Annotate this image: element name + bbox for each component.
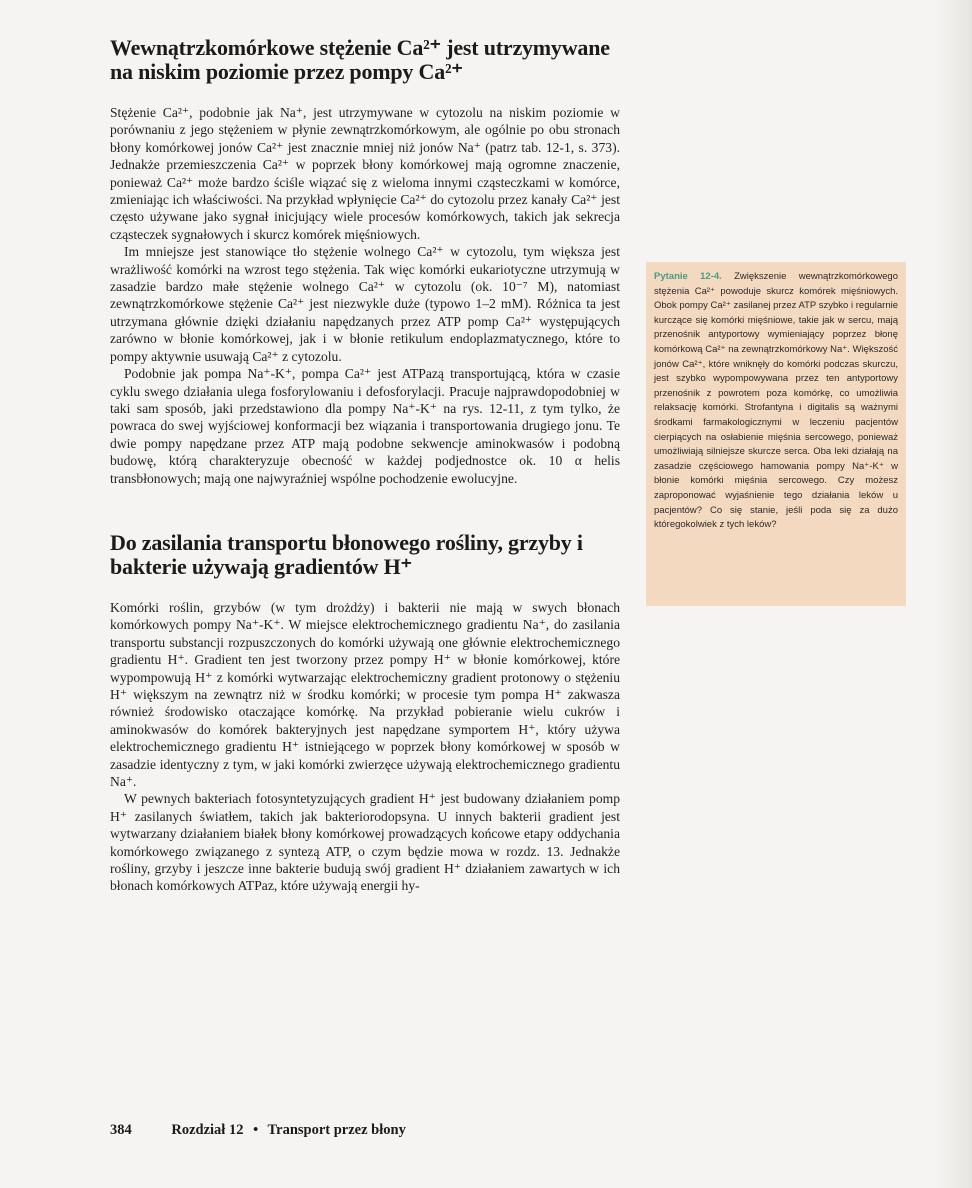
section-calcium-pumps <box>110 36 620 487</box>
page-number: 384 <box>110 1122 132 1138</box>
section2-paragraph-2: W pewnych bakteriach fotosyntetyzujących gradient H⁺ jest budowany działaniem pomp H⁺ zasilanych światłem, takich jak bakteriorodopsyna. U innych bakterii gradient jest wytwarzany działaniem białek błony komórkowej prowadzących końcowe etapy oddychania komórkowego związanego z syntezą ATP, o czym będzie mowa w rozdz. 13. Jednakże rośliny, grzyby i jeszcze inne bakterie budują swój gradient H⁺ działaniem zawartych w ich błonach komórkowych ATPaz, które używają energii hy- <box>110 791 620 894</box>
section-proton-gradients <box>110 531 620 895</box>
page-footer <box>110 1122 630 1139</box>
main-column <box>110 36 620 895</box>
section2-paragraph-1: Komórki roślin, grzybów (w tym drożdży) i bakterii nie mają w swych błonach komórkowych pompy Na⁺-K⁺. W miejsce elektrochemicznego gradientu Na⁺, do zasilania transportu substancji rozpuszczonych do komórki używają one głównie elektrochemicznego gradientu H⁺. Gradient ten jest tworzony przez pompy H⁺ w błonie komórkowej, które wypompowują H⁺ z komórki wytwarzając elektrochemiczny gradient protonowy o stężeniu H⁺ większym na zewnątrz niż w środku komórki; w procesie tym pompa H⁺ zakwasza również środowisko otaczające komórkę. Na przykład pobieranie wielu cukrów i aminokwasów do komórek bakteryjnych jest napędzane symportem H⁺, który używa elektrochemicznego gradientu H⁺ istniejącego w poprzek błony komórkowej w sposób w zasadzie identyczny z tym, w jaki komórki zwierzęce używają elektrochemicznego gradientu Na⁺. <box>110 599 620 789</box>
section2-heading: Do zasilania transportu błonowego rośliny, grzyby i bakterie używają gradientów H⁺ <box>110 529 583 579</box>
footer-separator: • <box>253 1122 259 1138</box>
question-text: Zwiększenie wewnątrzkomórkowego stężenia Ca²⁺ powoduje skurcz komórek mięśniowych. Obok pompy Ca²⁺ zasilanej przez ATP szybko i regularnie kurczące się komórki mięśniowe, takie jak w sercu, mają przenośnik antyportowy wymieniający poprzez błonę komórkową Ca²⁺ na zewnątrzkomórkowy Na⁺. Większość jonów Ca²⁺, które wniknęły do komórki podczas skurczu, jest szybko wypompowywana przez ten antyportowy przenośnik z powrotem poza komórkę, co umożliwia relaksację komórki. Strofantyna i digitalis są ważnymi środkami farmakologicznymi w leczeniu pacjentów cierpiących na osłabienie mięśnia sercowego, ponieważ umożliwiają silniejsze skurcze serca. Oba leki działają na zasadzie częściowego hamowania pompy Na⁺-K⁺ w błonie komórki mięśnia sercowego. Czy możesz zaproponować wyjaśnienie tego działania leków u pacjentów? Co się stanie, jeśli poda się za dużo któregokolwiek z tych leków? <box>654 271 898 531</box>
section1-heading: Wewnątrzkomórkowe stężenie Ca²⁺ jest utrzymywane na niskim poziomie przez pompy Ca²⁺ <box>110 35 610 84</box>
chapter-title: Transport przez błony <box>267 1122 406 1138</box>
section1-paragraph-1: Stężenie Ca²⁺, podobnie jak Na⁺, jest utrzymywane w cytozolu na niskim poziomie w porównaniu z jego stężeniem w płynie zewnątrzkomórkowym, ale ogólnie po obu stronach błony komórkowej jonów Ca²⁺ jest znacznie mniej niż jonów Na⁺ (patrz tab. 12-1, s. 373). Jednakże przemieszczenia Ca²⁺ w poprzek błony komórkowej mają ogromne znaczenie, ponieważ Ca²⁺ może bardzo ściśle wiązać się z wieloma innymi cząsteczkami w komórce, zmieniając ich właściwości. Na przykład wpłynięcie Ca²⁺ do cytozolu przez kanały Ca²⁺ jest często używane jako sygnał inicjujący wiele procesów komórkowych, takich jak sekrecja cząsteczek sygnałowych i skurcz komórek mięśniowych. <box>110 105 620 242</box>
section1-paragraph-2: Im mniejsze jest stanowiące tło stężenie wolnego Ca²⁺ w cytozolu, tym większa jest wrażliwość komórki na wzrost tego stężenia. Tak więc komórki eukariotyczne utrzymują w zasadzie bardzo małe stężenie wolnego Ca²⁺ w cytozolu (ok. 10⁻⁷ M), natomiast zewnątrzkomórkowe stężenie Ca²⁺ jest niezwykle duże (typowo 1–2 mM). Różnica ta jest utrzymana głównie dzięki działaniu napędzanych przez ATP pomp Ca²⁺ występujących zarówno w błonie komórkowej, jak i w błonie retikulum endoplazmatycznego, które to pompy aktywnie usuwają Ca²⁺ z cytozolu. <box>110 244 620 364</box>
question-box <box>646 262 906 606</box>
question-label: Pytanie 12-4. <box>654 271 735 282</box>
page-edge-shadow <box>936 0 972 1188</box>
section1-paragraph-3: Podobnie jak pompa Na⁺-K⁺, pompa Ca²⁺ jest ATPazą transportującą, która w czasie cyklu swego działania ulega fosforylowaniu i defosforylacji. Pracuje najprawdopodobniej w taki sam sposób, jaki przedstawiono dla pompy Na⁺-K⁺ na rys. 12-11, z tym tylko, że powraca do swej wyjściowej konformacji bez wiązania i transportowania drugiego jonu. Te dwie pompy napędzane przez ATP mają podobne sekwencje aminokwasów i podobną budowę, którą charakteryzuje obecność w każdej podjednostce ok. 10 α helis transbłonowych; mają one najwyraźniej wspólne pochodzenie ewolucyjne. <box>110 366 620 486</box>
chapter-label: Rozdział 12 <box>171 1122 244 1138</box>
